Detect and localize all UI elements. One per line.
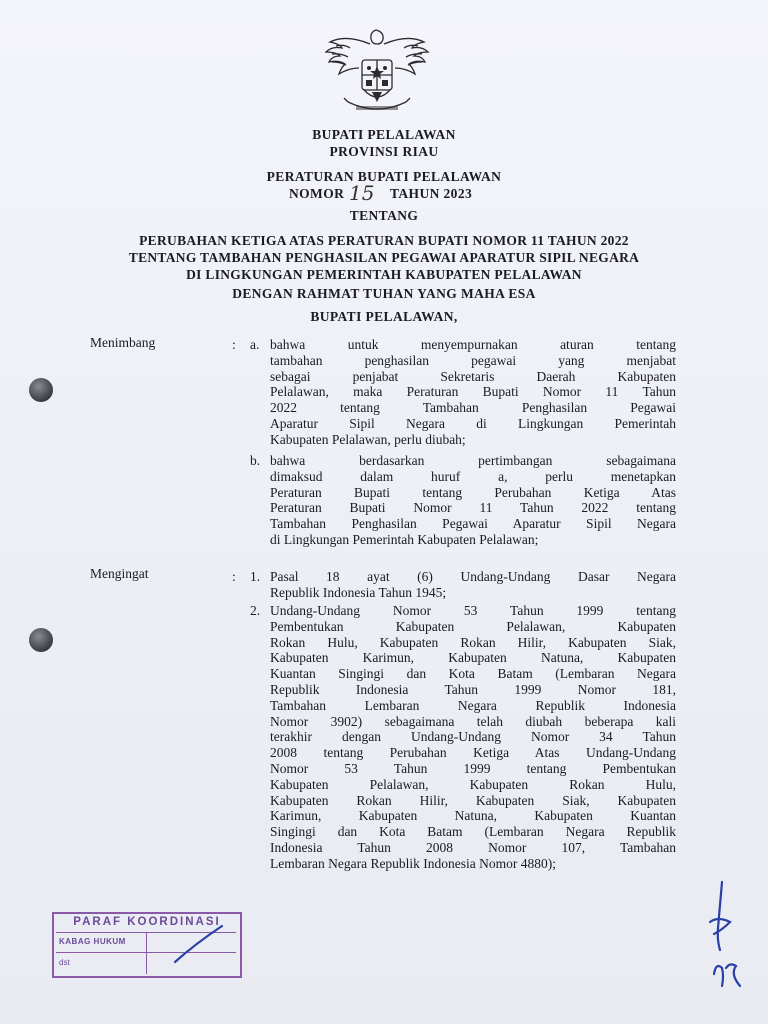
mengingat-colon: : <box>232 569 236 584</box>
paragraph-line: Tambahan Lembaran Negara Republik Indonesia <box>270 697 676 713</box>
initial-signature-stamp <box>170 920 230 970</box>
paragraph-line: Nomor 53 Tahun 1999 tentang Pembentukan <box>270 760 676 776</box>
punch-hole-icon <box>29 628 53 652</box>
paragraph-line: sebagai penjabat Sekretaris Daerah Kabupaten <box>270 368 676 384</box>
subject-title <box>88 232 680 283</box>
regent-salutation: BUPATI PELALAWAN, <box>310 309 458 324</box>
paragraph-line: Rokan Hulu, Kabupaten Rokan Hilir, Kabupaten Siak, <box>270 634 676 650</box>
handwritten-number: 15 <box>349 181 375 205</box>
paragraph-line: Karimun, Kabupaten Natuna, Kabupaten Kuantan <box>270 808 676 824</box>
menimbang-label: Menimbang <box>90 335 156 350</box>
year-label: TAHUN 2023 <box>390 186 473 201</box>
paragraph-line: Indonesia Tahun 2008 Nomor 107, Tambahan <box>270 839 676 855</box>
paragraph-line: Singingi dan Kota Batam (Lembaran Negara Republik <box>270 824 676 840</box>
paragraph-line: bahwa berdasarkan pertimbangan sebagaimana <box>270 453 676 468</box>
subject-line-1: PERUBAHAN KETIGA ATAS PERATURAN BUPATI NOMOR 11 TAHUN 2022 <box>139 233 629 248</box>
menimbang-item-a <box>270 337 676 448</box>
paragraph-line: Aparatur Sipil Negara di Lingkungan Pemerintah <box>270 415 676 431</box>
paragraph-line: Pembentukan Kabupaten Pelalawan, Kabupaten <box>270 618 676 634</box>
paragraph-line: Kabupaten Pelalawan, Kabupaten Rokan Hulu, <box>270 776 676 792</box>
mengingat-item-2-mark: 2. <box>250 603 261 618</box>
paragraph-line: Kabupaten Karimun, Kabupaten Natuna, Kabupaten <box>270 650 676 666</box>
paragraph-line: 2022 tentang Tambahan Penghasilan Pegawai <box>270 400 676 416</box>
menimbang-item-a-mark: a. <box>250 337 260 352</box>
paragraph-line: terakhir dengan Undang-Undang Nomor 34 Tahun <box>270 729 676 745</box>
paragraph-line: dimaksud dalam huruf a, perlu menetapkan <box>270 468 676 484</box>
paragraph-line: Tambahan Penghasilan Pegawai Aparatur Sipil Negara <box>270 516 676 532</box>
menimbang-colon: : <box>232 337 236 352</box>
handwritten-initials-signature <box>700 876 760 1016</box>
paragraph-line: Lembaran Negara Republik Indonesia Nomor 4880); <box>270 855 557 871</box>
punch-hole-icon <box>29 378 53 402</box>
menimbang-item-b <box>270 453 676 548</box>
invocation: DENGAN RAHMAT TUHAN YANG MAHA ESA <box>232 286 536 301</box>
mengingat-label: Mengingat <box>90 566 149 581</box>
subject-line-2: TENTANG TAMBAHAN PENGHASILAN PEGAWAI APARATUR SIPIL NEGARA <box>128 250 640 265</box>
province-title: PROVINSI RIAU <box>329 144 439 159</box>
subject-line-3: DI LINGKUNGAN PEMERINTAH KABUPATEN PELALAWAN <box>186 267 582 282</box>
paragraph-line: Republik Indonesia Tahun 1999 Nomor 181, <box>270 681 676 697</box>
paragraph-line: Republik Indonesia Tahun 1945; <box>270 584 447 600</box>
paragraph-line: di Lingkungan Pemerintah Kabupaten Pelalawan; <box>270 531 539 547</box>
paragraph-line: bahwa untuk menyempurnakan aturan tentang <box>270 337 676 352</box>
stamp-kabag-hukum: KABAG HUKUM <box>59 937 126 946</box>
mengingat-item-1-mark: 1. <box>250 569 261 584</box>
mengingat-item-2 <box>270 603 676 872</box>
paragraph-line: Pasal 18 ayat (6) Undang-Undang Dasar Negara <box>270 569 676 584</box>
stamp-column-divider <box>146 932 147 974</box>
paragraph-line: Kabupaten Rokan Hilir, Kabupaten Siak, Kabupaten <box>270 792 676 808</box>
paragraph-line: Undang-Undang Nomor 53 Tahun 1999 tentang <box>270 603 676 618</box>
tentang-heading: TENTANG <box>349 208 419 223</box>
paragraph-line: Kuantan Singingi dan Kota Batam (Lembaran Negara <box>270 666 676 682</box>
regulation-title: PERATURAN BUPATI PELALAWAN <box>266 169 502 184</box>
stamp-dst: dst <box>59 958 70 967</box>
menimbang-item-b-mark: b. <box>250 453 261 468</box>
regent-title: BUPATI PELALAWAN <box>312 127 456 142</box>
paragraph-line: Pelalawan, maka Peraturan Bupati Nomor 11 Tahun <box>270 384 676 400</box>
paragraph-line: Peraturan Bupati Nomor 11 Tahun 2022 tentang <box>270 500 676 516</box>
garuda-emblem-icon <box>318 20 436 120</box>
nomor-label: NOMOR <box>289 186 345 201</box>
paragraph-line: Peraturan Bupati tentang Perubahan Ketiga Atas <box>270 484 676 500</box>
paragraph-line: tambahan penghasilan pegawai yang menjabat <box>270 352 676 368</box>
paragraph-line: 2008 tentang Perubahan Ketiga Atas Undang-Undang <box>270 745 676 761</box>
stamp-title: PARAF KOORDINASI <box>73 916 221 928</box>
paragraph-line: Nomor 3902) sebagaimana telah diubah beberapa kali <box>270 713 676 729</box>
mengingat-item-1 <box>270 569 676 601</box>
paragraph-line: Kabupaten Pelalawan, perlu diubah; <box>270 431 466 447</box>
